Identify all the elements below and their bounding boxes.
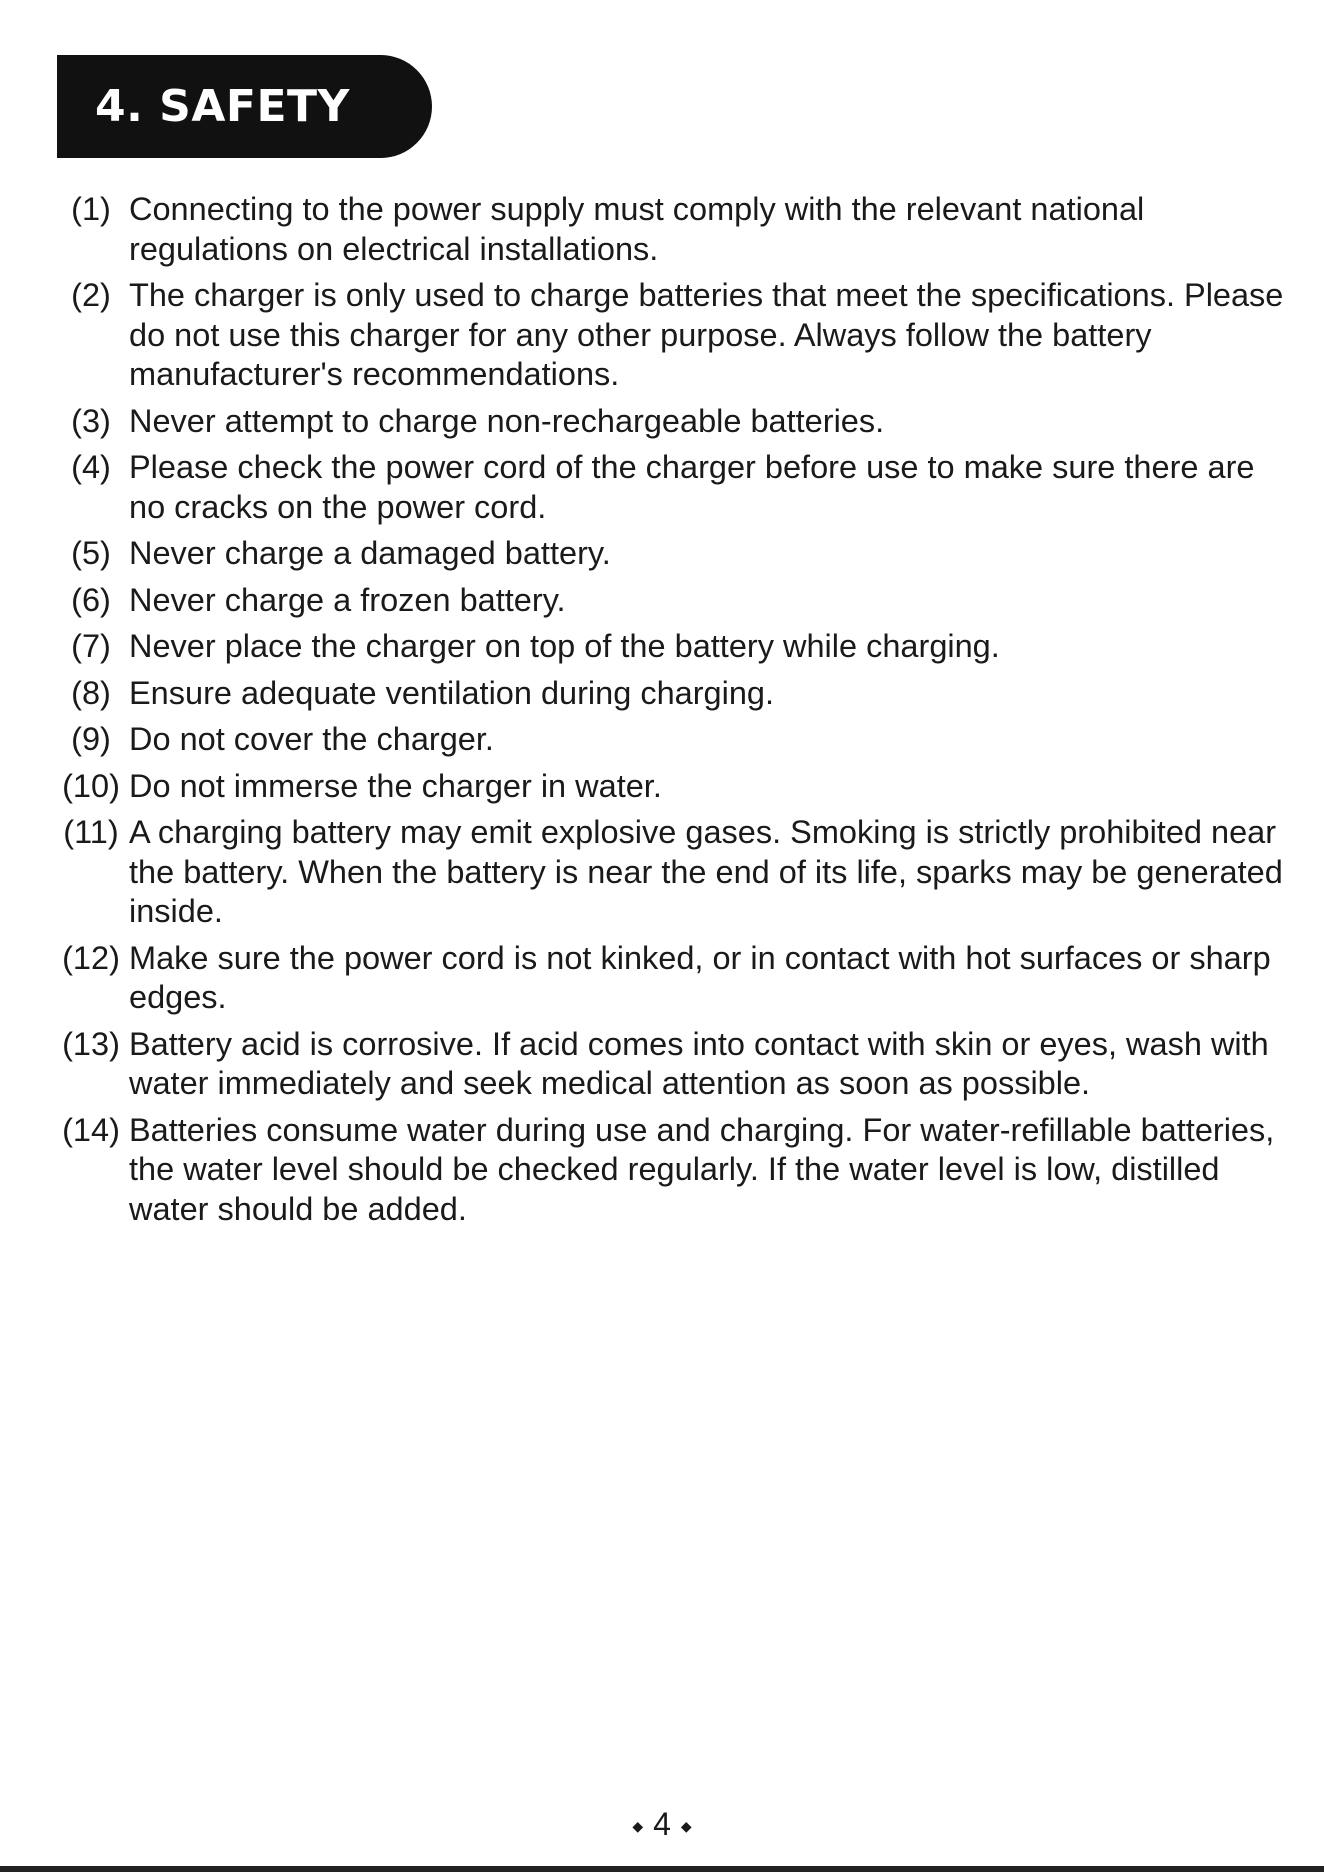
list-item [55,674,1285,714]
list-item [55,190,1285,269]
item-number: (8) [71,674,111,711]
item-number: (1) [71,191,111,227]
list-item [55,813,1285,932]
section-header [57,55,432,158]
item-text: Never charge a damaged battery. [129,535,611,571]
item-text: Do not immerse the charger in water. [129,767,662,804]
bottom-border [0,1866,1324,1872]
item-number: (10) [62,767,120,804]
item-text: Batteries consume water during use and charging. For water-refillable batteries, the water level should be checked regularly. If the water level is low, distilled water should be added. [129,1111,1275,1227]
list-item [55,1025,1285,1104]
item-number: (6) [71,581,111,618]
page-number-text: 4 [653,1806,671,1842]
safety-rules-list [55,190,1285,1236]
item-text: Never charge a frozen battery. [129,581,566,618]
list-item [55,581,1285,621]
item-number: (9) [71,721,111,757]
list-item [55,939,1285,1018]
section-title: 4. SAFETY [95,81,350,132]
bullet-right-icon: ◆ [680,1818,692,1835]
item-text: Never place the charger on top of the battery while charging. [129,628,1000,664]
list-item [55,767,1285,807]
item-number: (14) [62,1111,120,1148]
item-number: (12) [62,939,120,976]
item-number: (2) [71,277,111,313]
item-text: Never attempt to charge non-rechargeable batteries. [129,402,885,439]
item-number: (3) [71,402,111,439]
item-number: (5) [71,535,111,571]
list-item [55,534,1285,574]
item-text: Battery acid is corrosive. If acid comes into contact with skin or eyes, wash with water immediately and seek medical attention as soon as possible. [129,1025,1269,1101]
list-item [55,276,1285,395]
item-text: Make sure the power cord is not kinked, or in contact with hot surfaces or sharp edges. [129,939,1271,1015]
page-number [0,1806,1324,1843]
item-text: Please check the power cord of the charger before use to make sure there are no cracks on the power cord. [129,449,1255,525]
item-text: Connecting to the power supply must comply with the relevant national regulations on electrical installations. [129,191,1145,267]
bullet-left-icon: ◆ [632,1818,644,1835]
item-text: The charger is only used to charge batteries that meet the specifications. Please do not use this charger for any other purpose. Always follow the battery manufacturer's recommendations. [129,277,1284,392]
list-item [55,627,1285,667]
item-number: (13) [62,1025,120,1062]
list-item [55,1111,1285,1230]
item-text: Ensure adequate ventilation during charging. [129,674,775,711]
list-item [55,720,1285,760]
item-number: (7) [71,628,111,664]
item-number: (11) [63,814,119,850]
list-item [55,402,1285,442]
item-text: Do not cover the charger. [129,721,494,757]
item-number: (4) [71,449,111,485]
item-text: A charging battery may emit explosive gases. Smoking is strictly prohibited near the battery. When the battery is near the end of its life, sparks may be generated inside. [129,814,1283,929]
list-item [55,448,1285,527]
